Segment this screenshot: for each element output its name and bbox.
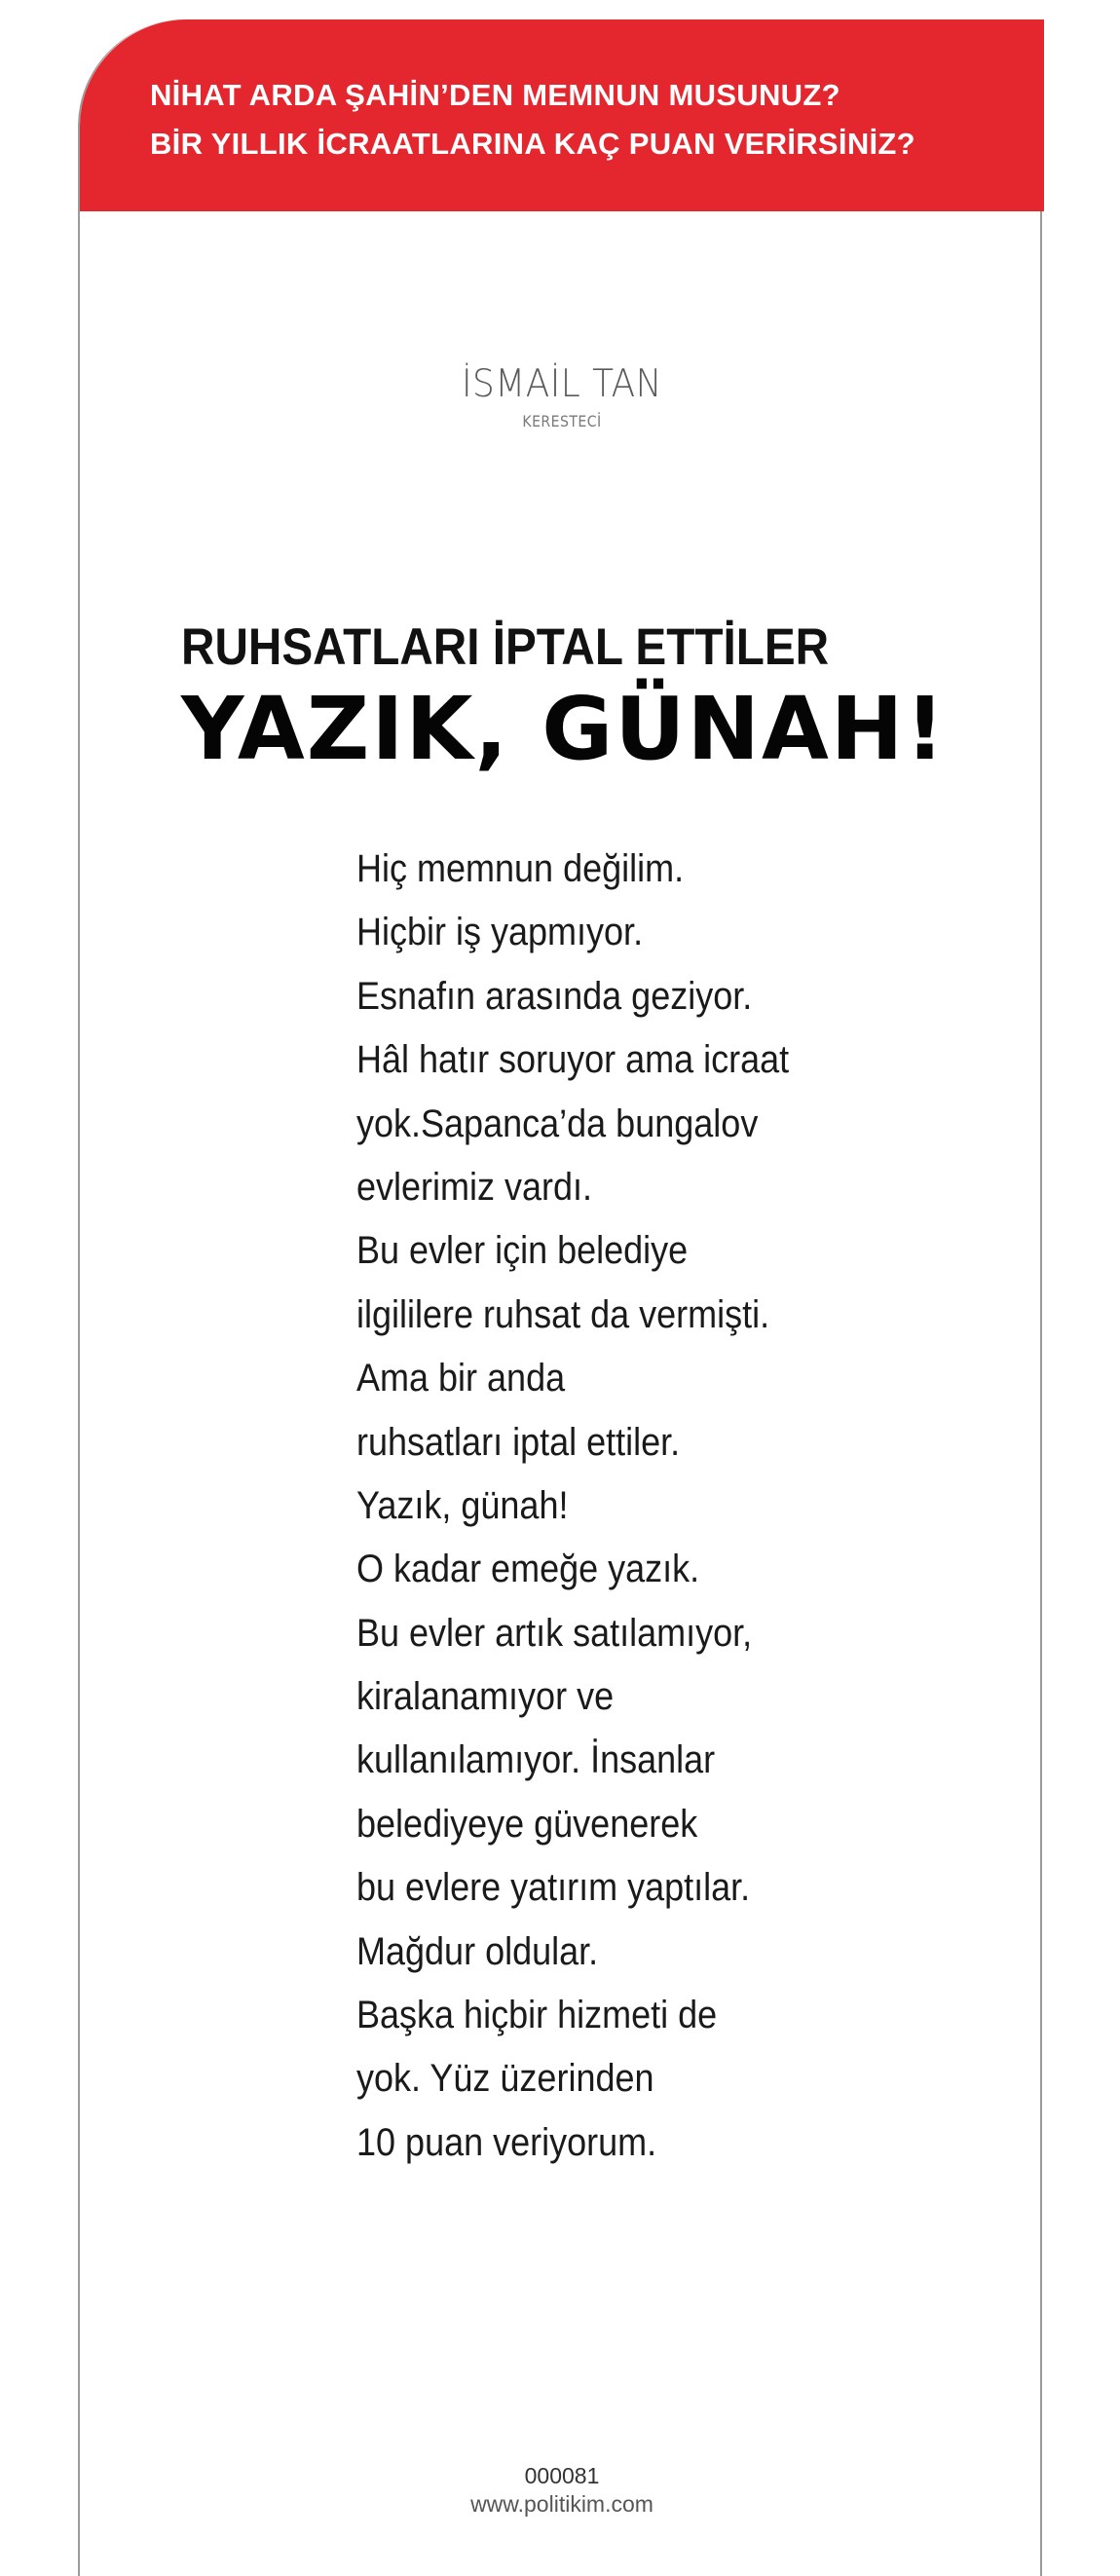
author-name: İSMAİL TAN: [462, 362, 662, 406]
statement-line: Hiç memnun değilim.: [356, 847, 685, 890]
statement-line: Mağdur oldular.: [356, 1929, 599, 1973]
statement-line: Yazık, günah!: [356, 1483, 569, 1527]
statement-line: Başka hiçbir hizmeti de: [356, 1994, 718, 2037]
statement-line: Hiçbir iş yapmıyor.: [356, 911, 644, 954]
survey-question-line-2: BİR YILLIK İCRAATLARINA KAÇ PUAN VERİRSİNİZ?: [150, 127, 915, 161]
author-block: [80, 360, 1044, 434]
statement-line: Ama bir anda: [356, 1357, 566, 1400]
survey-question-line-1: NİHAT ARDA ŞAHİN’DEN MEMNUN MUSUNUZ?: [150, 78, 840, 112]
statement-line: ilgililere ruhsat da vermişti.: [356, 1292, 770, 1336]
statement-line: kullanılamıyor. İnsanlar: [356, 1738, 716, 1782]
footer-code: 000081: [524, 2463, 600, 2488]
statement-line: belediyeye güvenerek: [356, 1802, 698, 1846]
statement-line: ruhsatları iptal ettiler.: [356, 1420, 681, 1464]
statement-line: yok.Sapanca’da bungalov: [356, 1101, 759, 1145]
statement-line: Hâl hatır soruyor ama icraat: [356, 1038, 790, 1082]
author-occupation: KERESTECİ: [522, 412, 602, 430]
statement-line: evlerimiz vardı.: [356, 1165, 593, 1209]
headline-title: YAZIK, GÜNAH!: [181, 678, 947, 779]
statement-line: 10 puan veriyorum.: [356, 2120, 657, 2164]
footer: [80, 2462, 1044, 2519]
statement-line: O kadar emeğe yazık.: [356, 1548, 700, 1591]
statement-line: yok. Yüz üzerinden: [356, 2057, 654, 2101]
headline-block: [181, 616, 1019, 779]
statement-line: Bu evler için belediye: [356, 1229, 689, 1273]
headline-kicker: RUHSATLARI İPTAL ETTİLER: [181, 618, 830, 676]
survey-card: [78, 19, 1042, 2576]
statement-line: bu evlere yatırım yaptılar.: [356, 1866, 751, 1910]
footer-website: www.politikim.com: [470, 2491, 653, 2517]
survey-question-banner: [80, 19, 1044, 211]
statement-line: kiralanamıyor ve: [356, 1675, 615, 1719]
statement-body: [356, 838, 960, 2175]
statement-line: Bu evler artık satılamıyor,: [356, 1611, 753, 1655]
statement-line: Esnafın arasında geziyor.: [356, 974, 753, 1018]
